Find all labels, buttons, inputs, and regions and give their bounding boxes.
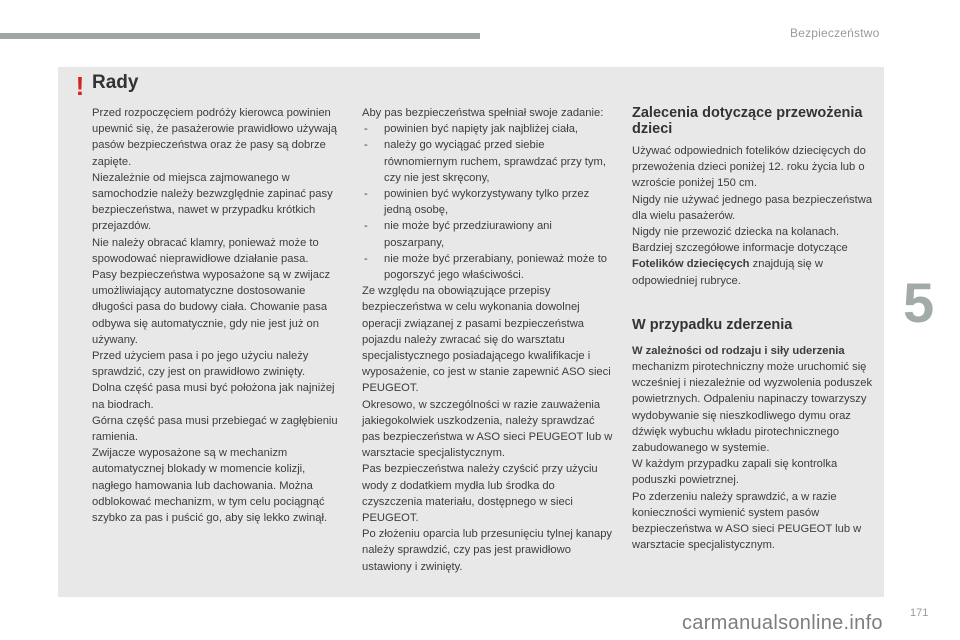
list-item: [362, 186, 614, 218]
exclamation-icon: !: [75, 71, 85, 101]
child-seats-reference: Fotelików dziecięcych: [632, 258, 750, 271]
column-1: [92, 105, 344, 526]
chapter-number: 5: [903, 271, 935, 334]
list-item-text: powinien być wykorzystywany tylko przez jedną osobę,: [384, 188, 590, 217]
list-marker: -: [364, 188, 368, 201]
panel-title: Rady: [92, 72, 139, 93]
paragraph: Po złożeniu oparcia lub przesunięciu tylnej kanapy należy sprawdzić, czy pas jest prawidłowo ustawiony i zwinięty.: [362, 528, 613, 573]
paragraph: mechanizm pirotechniczny może uruchomić się wcześniej i niezależnie od wyzwolenia poduszek powietrznych. Odpaleniu napinaczy towarzyszy wydobywanie się nieszkodliwego dymu oraz dźwięk wybuchu wkładu pirotechnicznego zabudowanego w systemie.: [632, 361, 873, 455]
paragraph: Po zderzeniu należy sprawdzić, a w razie konieczności wymienić system pasów bezpieczeństwa w ASO sieci PEUGEOT lub w warsztacie specjalistycznym.: [632, 490, 862, 552]
page-number: 171: [910, 607, 929, 619]
paragraph: [632, 343, 880, 359]
list-item-text: nie może być przerabiany, ponieważ może to pogorszyć jego właściwości.: [384, 252, 608, 282]
text-run: Bardziej szczegółowe informacje dotyczące: [632, 242, 848, 255]
list-marker: -: [364, 123, 368, 136]
bold-lead: W zależności od rodzaju i siły uderzenia: [632, 344, 845, 357]
header-bar: [0, 33, 480, 39]
list-marker: -: [364, 252, 368, 265]
list-item-text: nie może być przedziurawiony ani poszarpany,: [384, 220, 552, 249]
list-item: [362, 121, 614, 137]
paragraph: Zwijacze wyposażone są w mechanizm automatycznej blokady w momencie kolizji, nagłego hamowania lub dachowania. Można odblokować mechanizm, w tym celu pociągnąć szybko za pas i puścić go, aby się lekko zwinął.: [92, 447, 328, 525]
advice-panel: [58, 67, 884, 597]
paragraph: Nigdy nie przewozić dziecka na kolanach.: [632, 226, 840, 239]
list-intro: Aby pas bezpieczeństwa spełniał swoje zadanie:: [362, 107, 604, 119]
list-item-text: powinien być napięty jak najbliżej ciała,: [384, 123, 579, 136]
text-run: znajdują się w odpowiedniej rubryce.: [632, 258, 823, 287]
paragraph: Pas bezpieczeństwa należy czyścić przy użyciu wody z dodatkiem mydła lub środka do czyszczenia materiału, dostępnego w sieci PEUGEOT.: [362, 463, 598, 525]
list-item: [362, 251, 614, 283]
column-2: [362, 105, 614, 575]
paragraph: Przed użyciem pasa i po jego użyciu należy sprawdzić, czy jest on prawidłowo zwinięty.: [92, 350, 309, 379]
list-item: [362, 218, 614, 250]
paragraph: [632, 240, 880, 289]
paragraph: Górna część pasa musi przebiegać w zagłębieniu ramienia.: [92, 414, 338, 444]
paragraph: Pasy bezpieczeństwa wyposażone są w zwijacz umożliwiający automatyczne dostosowanie długości pasa do budowy ciała. Chowanie pasa odbywa się automatycznie, gdy nie jest już on używany.: [92, 269, 331, 346]
list-marker: -: [364, 139, 368, 152]
heading-collision: W przypadku zderzenia: [632, 316, 793, 333]
column-3: [632, 105, 880, 553]
list-marker: -: [364, 220, 368, 233]
paragraph: Nigdy nie używać jednego pasa bezpieczeństwa dla wielu pasażerów.: [632, 193, 873, 222]
section-title: Bezpieczeństwo: [790, 26, 880, 40]
paragraph: Używać odpowiednich fotelików dziecięcych do przewożenia dzieci poniżej 12. roku życia lub o wzroście poniżej 150 cm.: [632, 145, 866, 190]
paragraph: Dolna część pasa musi być położona jak najniżej na biodrach.: [92, 382, 335, 411]
paragraph: Ze względu na obowiązujące przepisy bezpieczeństwa w celu wykonania dowolnej operacji związanej z pasami bezpieczeństwa pojazdu należy zwracać się do warsztatu specjalistycznego posiadającego kwalifikacje i wyposażenie, co jest w stanie zapewnić ASO sieci PEUGEOT.: [362, 285, 611, 395]
list-item-text: należy go wyciągać przed siebie równomiernym ruchem, sprawdzać przy tym, czy nie jest skręcony,: [384, 139, 606, 184]
paragraph: Nie należy obracać klamry, ponieważ może to spowodować nieprawidłowe działanie pasa.: [92, 236, 319, 265]
paragraph: Okresowo, w szczególności w razie zauważenia jakiegokolwiek uszkodzenia, należy sprawdzać pas bezpieczeństwa w ASO sieci PEUGEOT lub w warsztacie specjalistycznym.: [362, 398, 613, 460]
watermark: carmanualsonline.info: [682, 612, 883, 634]
list-item: [362, 137, 614, 186]
heading-child-transport: Zalecenia dotyczące przewożenia dzieci: [632, 105, 863, 137]
paragraph: Przed rozpoczęciem podróży kierowca powinien upewnić się, że pasażerowie prawidłowo używają pasów bezpieczeństwa oraz że pasy są dobrze zapięte.: [92, 107, 338, 168]
paragraph: W każdym przypadku zapali się kontrolka poduszki powietrznej.: [632, 458, 838, 487]
paragraph: Niezależnie od miejsca zajmowanego w samochodzie należy bezwzględnie zapinać pasy bezpieczeństwa, nawet w przypadku krótkich przejazdów.: [92, 171, 333, 233]
